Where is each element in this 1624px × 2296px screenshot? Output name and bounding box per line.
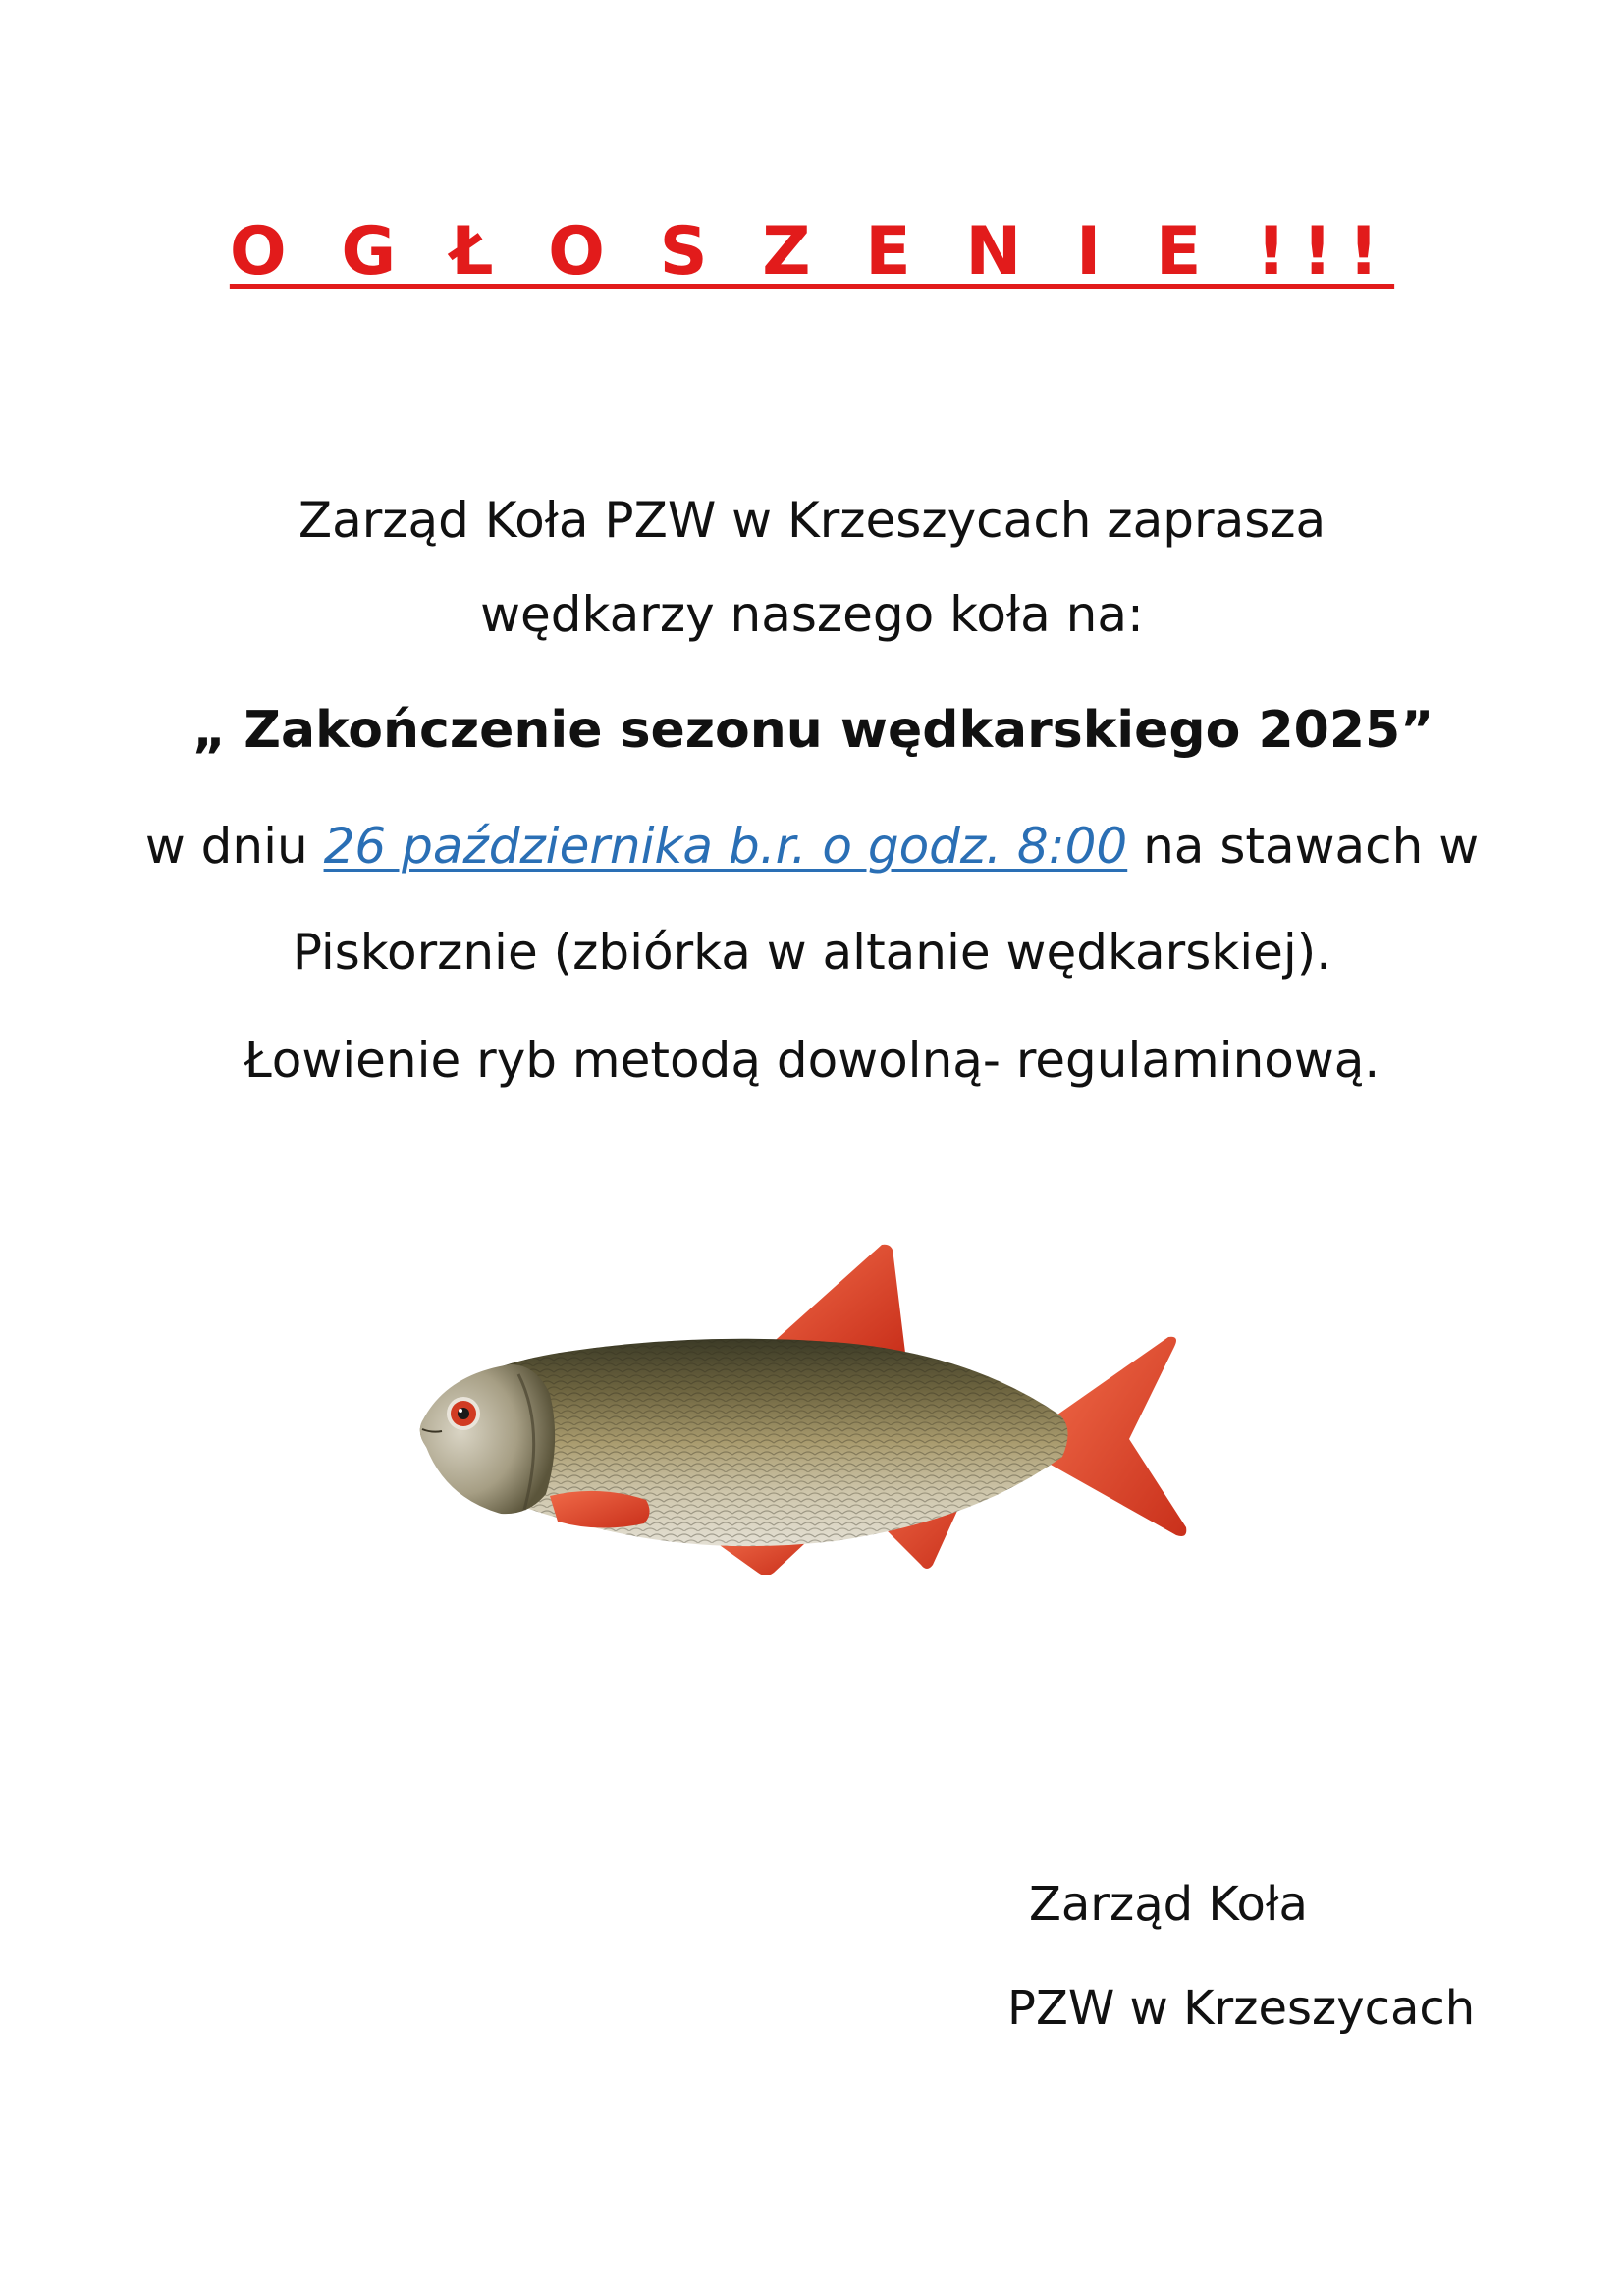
announcement-heading <box>0 208 1624 296</box>
location-line: Piskorznie (zbiórka w altanie wędkarskiej). <box>292 924 1332 981</box>
fish-icon <box>403 1237 1208 1610</box>
date-link[interactable]: 26 października b.r. o godz. 8:00 <box>323 818 1128 875</box>
event-title: „ Zakończenie sezonu wędkarskiego 2025” <box>192 701 1435 760</box>
date-line <box>0 815 1624 878</box>
signature-line-1: Zarząd Koła <box>1029 1877 1308 1932</box>
signature-line-2: PZW w Krzeszycach <box>1007 1981 1476 2036</box>
date-suffix: na stawach w <box>1127 818 1480 875</box>
rules-line: Łowienie ryb metodą dowolną- regulaminową. <box>244 1032 1380 1089</box>
invitation-line-2: wędkarzy naszego koła na: <box>480 586 1144 643</box>
date-prefix: w dniu <box>144 818 324 875</box>
heading-text: O G Ł O S Z E N I E !!! <box>229 213 1395 291</box>
invitation-line-1: Zarząd Koła PZW w Krzeszycach zaprasza <box>298 492 1326 549</box>
